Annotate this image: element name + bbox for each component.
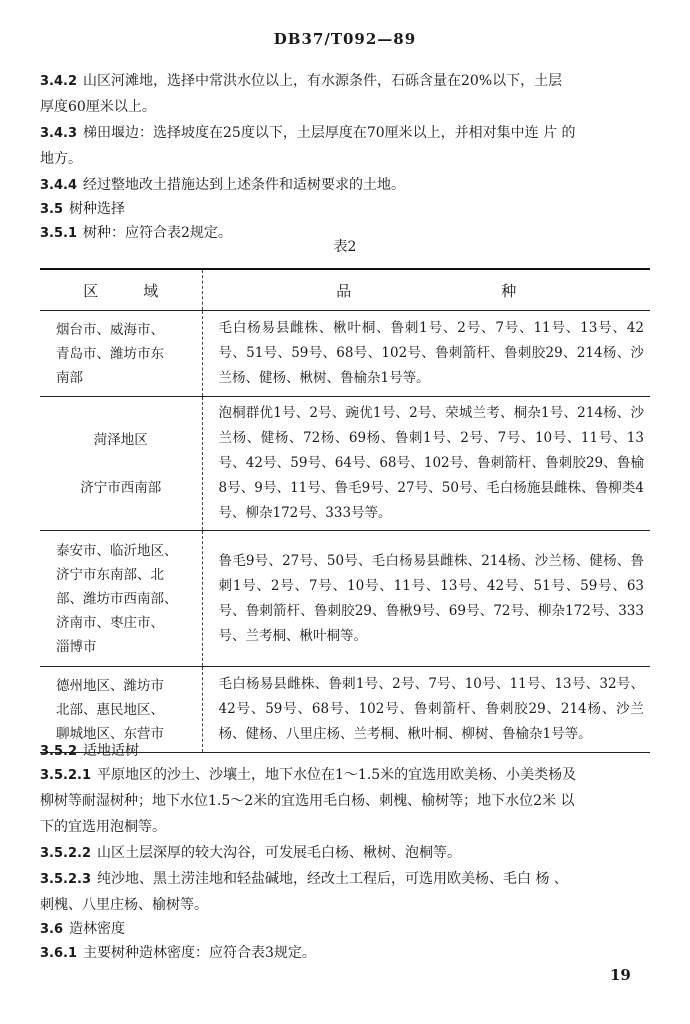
page-number: 19 <box>610 966 631 984</box>
clause-number: 3.4.4 <box>40 178 78 193</box>
clause-3-5-2-3-continued: 刺槐、八里庄杨、榆树等。 <box>40 897 208 913</box>
region-cell <box>40 311 202 397</box>
species-cell: 毛白杨易县雌株、鲁刺1号、2号、7号、10号、11号、13号、32号、42号、59号、68号、102号、鲁刺箭杆、鲁刺胶29、214杨、沙兰杨、健杨、八里庄杨、兰考桐、楸叶桐、柳树、鲁榆杂1号等。 <box>202 667 650 753</box>
clause-number: 3.4.2 <box>40 74 78 89</box>
clause-text: 纯沙地、黑土涝洼地和轻盐碱地，经改土工程后，可选用欧美杨、毛白 杨 、 <box>97 871 568 887</box>
region-line: 青岛市、潍坊市东 <box>56 345 164 362</box>
species-cell: 泡桐群优1号、2号、豌优1号、2号、荣城兰考、桐杂1号、214杨、沙兰杨、健杨、72杨、69杨、鲁刺1号、2号、7号、10号、11号、13号、42号、59号、64号、68号、102号、鲁刺箭杆、鲁刺胶29、鲁榆8号、9号、11号、鲁毛9号、27号、50号、毛白杨施县雌株、鲁柳类4号、柳杂172号、333号等。 <box>202 397 650 531</box>
region-line: 北部、惠民地区、 <box>56 701 164 718</box>
section-number: 3.5 <box>40 202 64 217</box>
clause-number: 3.5.2.1 <box>40 768 91 783</box>
region-line <box>48 452 194 476</box>
table-title: 表2 <box>333 239 357 255</box>
region-line: 济南市、枣庄市、 <box>56 614 164 631</box>
clause-number: 3.5.1 <box>40 226 78 241</box>
clause-3-5-2-3 <box>40 866 650 893</box>
standard-code-header: DB37/T092—89 <box>273 30 417 48</box>
clause-3-4-2 <box>40 68 650 95</box>
region-line: 菏泽地区 <box>93 431 148 448</box>
clause-3-5-2 <box>40 738 650 765</box>
clause-3-4-3-continued: 地方。 <box>40 151 82 167</box>
clause-number: 3.5.2.2 <box>40 846 91 861</box>
clause-3-5-2-2 <box>40 840 650 867</box>
clause-text: 树种：应符合表2规定。 <box>83 225 232 241</box>
clause-3-4-3 <box>40 120 650 147</box>
region-column-header: 区 域 <box>40 269 202 311</box>
species-table <box>40 268 650 753</box>
clause-text: 山区土层深厚的较大沟谷，可发展毛白杨、楸树、泡桐等。 <box>97 845 461 861</box>
clause-text: 适地适树 <box>83 743 140 759</box>
region-cell <box>40 397 202 531</box>
clause-text: 梯田堰边：选择坡度在25度以下，土层厚度在70厘米以上，并相对集中连 片 的 <box>83 125 576 141</box>
region-line: 南部 <box>56 369 83 386</box>
region-cell <box>40 531 202 667</box>
clause-text: 经过整地改土措施达到上述条件和适树要求的土地。 <box>83 177 406 193</box>
clause-3-4-2-continued: 厚度60厘米以上。 <box>40 99 156 115</box>
region-line: 德州地区、潍坊市 <box>56 677 164 694</box>
clause-number: 3.4.3 <box>40 126 78 141</box>
region-line: 聊城地区、东营市 <box>56 725 164 742</box>
table-row <box>40 397 650 531</box>
clause-3-6-1 <box>40 940 650 967</box>
clause-3-5-2-1-continued: 柳树等耐湿树种；地下水位1.5～2米的宜选用毛白杨、刺槐、榆树等；地下水位2米 以 <box>40 793 575 809</box>
region-line: 济宁市东南部、北 <box>56 566 164 583</box>
clause-3-5-2-1-continued: 下的宜选用泡桐等。 <box>40 819 166 835</box>
clause-text: 平原地区的沙土、沙壤土，地下水位在1～1.5米的宜选用欧美杨、小美类杨及 <box>97 767 577 783</box>
section-number: 3.6 <box>40 922 64 937</box>
section-title: 造林密度 <box>69 921 126 937</box>
clause-3-4-4 <box>40 172 650 199</box>
region-line: 烟台市、威海市、 <box>56 321 164 338</box>
region-line: 济宁市西南部 <box>80 479 162 496</box>
species-cell: 鲁毛9号、27号、50号、毛白杨易县雌株、214杨、沙兰杨、健杨、鲁刺1号、2号、7号、10号、11号、13号、42号、51号、59号、63号、鲁刺箭杆、鲁刺胶29、鲁楸9号、69号、72号、柳杂172号、333号、兰考桐、楸叶桐等。 <box>202 531 650 667</box>
region-line: 淄博市 <box>56 638 97 655</box>
region-line: 部、潍坊市西南部、 <box>56 590 178 607</box>
clause-text: 主要树种造林密度：应符合表3规定。 <box>83 945 316 961</box>
table-row <box>40 531 650 667</box>
clause-3-5-2-1 <box>40 762 650 789</box>
section-title: 树种选择 <box>69 201 126 217</box>
clause-number: 3.5.2 <box>40 744 78 759</box>
region-line: 泰安市、临沂地区、 <box>56 542 178 559</box>
clause-text: 山区河滩地，选择中常洪水位以上，有水源条件，石砾含量在20%以下，土层 <box>83 73 563 89</box>
clause-number: 3.5.2.3 <box>40 872 91 887</box>
species-column-header: 品 种 <box>202 269 650 311</box>
table-row <box>40 311 650 397</box>
clause-number: 3.6.1 <box>40 946 78 961</box>
section-3-6-heading <box>40 916 650 943</box>
table-header-row <box>40 269 650 311</box>
species-cell: 毛白杨易县雌株、楸叶桐、鲁刺1号、2号、7号、11号、13号、42号、51号、59号、68号、102号、鲁刺箭杆、鲁刺胶29、214杨、沙兰杨、健杨、楸树、鲁榆杂1号等。 <box>202 311 650 397</box>
section-3-5-heading <box>40 196 650 223</box>
